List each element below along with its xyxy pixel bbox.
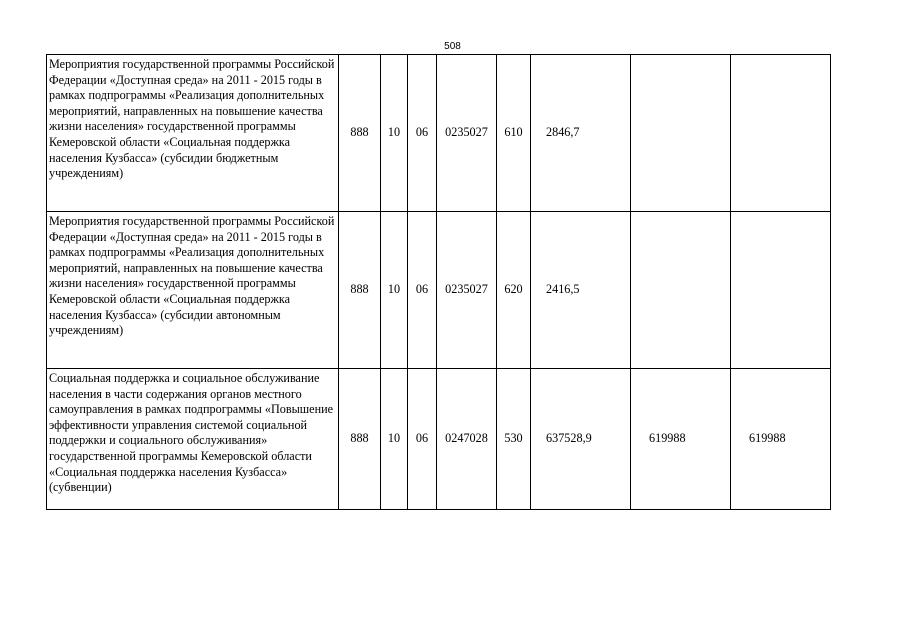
- target-article-code: 0235027: [437, 55, 497, 212]
- sum-year-3: 619988: [731, 369, 831, 510]
- table-row: [47, 369, 831, 510]
- table-row: [47, 212, 831, 369]
- section-code: 10: [381, 55, 408, 212]
- sum-year-2: [631, 212, 731, 369]
- section-code: 10: [381, 369, 408, 510]
- sum-year-3: [731, 212, 831, 369]
- sum-year-1: 2846,7: [531, 55, 631, 212]
- target-article-code: 0235027: [437, 212, 497, 369]
- target-article-code: 0247028: [437, 369, 497, 510]
- ministry-code: 888: [339, 212, 381, 369]
- row-description: Мероприятия государственной программы Российской Федерации «Доступная среда» на 2011 - 2015 годы в рамках подпрограммы «Реализация дополнительных мероприятий, направленных на повышение качества жизни населения» государственной программы Кемеровской области «Социальная поддержка населения Кузбасса» (субсидии автономным учреждениям): [47, 212, 339, 369]
- sum-year-2: 619988: [631, 369, 731, 510]
- sum-year-3: [731, 55, 831, 212]
- subsection-code: 06: [408, 212, 437, 369]
- row-description: Социальная поддержка и социальное обслуживание населения в части содержания органов местного самоуправления в рамках подпрограммы «Повышение эффективности управления системой социальной поддержки и социального обслуживания» государственной программы Кемеровской области «Социальная поддержка населения Кузбасса» (субвенции): [47, 369, 339, 510]
- sum-year-1: 2416,5: [531, 212, 631, 369]
- page-number: 508: [444, 41, 461, 52]
- section-code: 10: [381, 212, 408, 369]
- expense-type-code: 610: [497, 55, 531, 212]
- sum-year-2: [631, 55, 731, 212]
- subsection-code: 06: [408, 369, 437, 510]
- subsection-code: 06: [408, 55, 437, 212]
- table-row: [47, 55, 831, 212]
- ministry-code: 888: [339, 55, 381, 212]
- sum-year-1: 637528,9: [531, 369, 631, 510]
- ministry-code: 888: [339, 369, 381, 510]
- expense-type-code: 620: [497, 212, 531, 369]
- row-description: Мероприятия государственной программы Российской Федерации «Доступная среда» на 2011 - 2015 годы в рамках подпрограммы «Реализация дополнительных мероприятий, направленных на повышение качества жизни населения» государственной программы Кемеровской области «Социальная поддержка населения Кузбасса» (субсидии бюджетным учреждениям): [47, 55, 339, 212]
- expense-type-code: 530: [497, 369, 531, 510]
- budget-table: [46, 54, 831, 510]
